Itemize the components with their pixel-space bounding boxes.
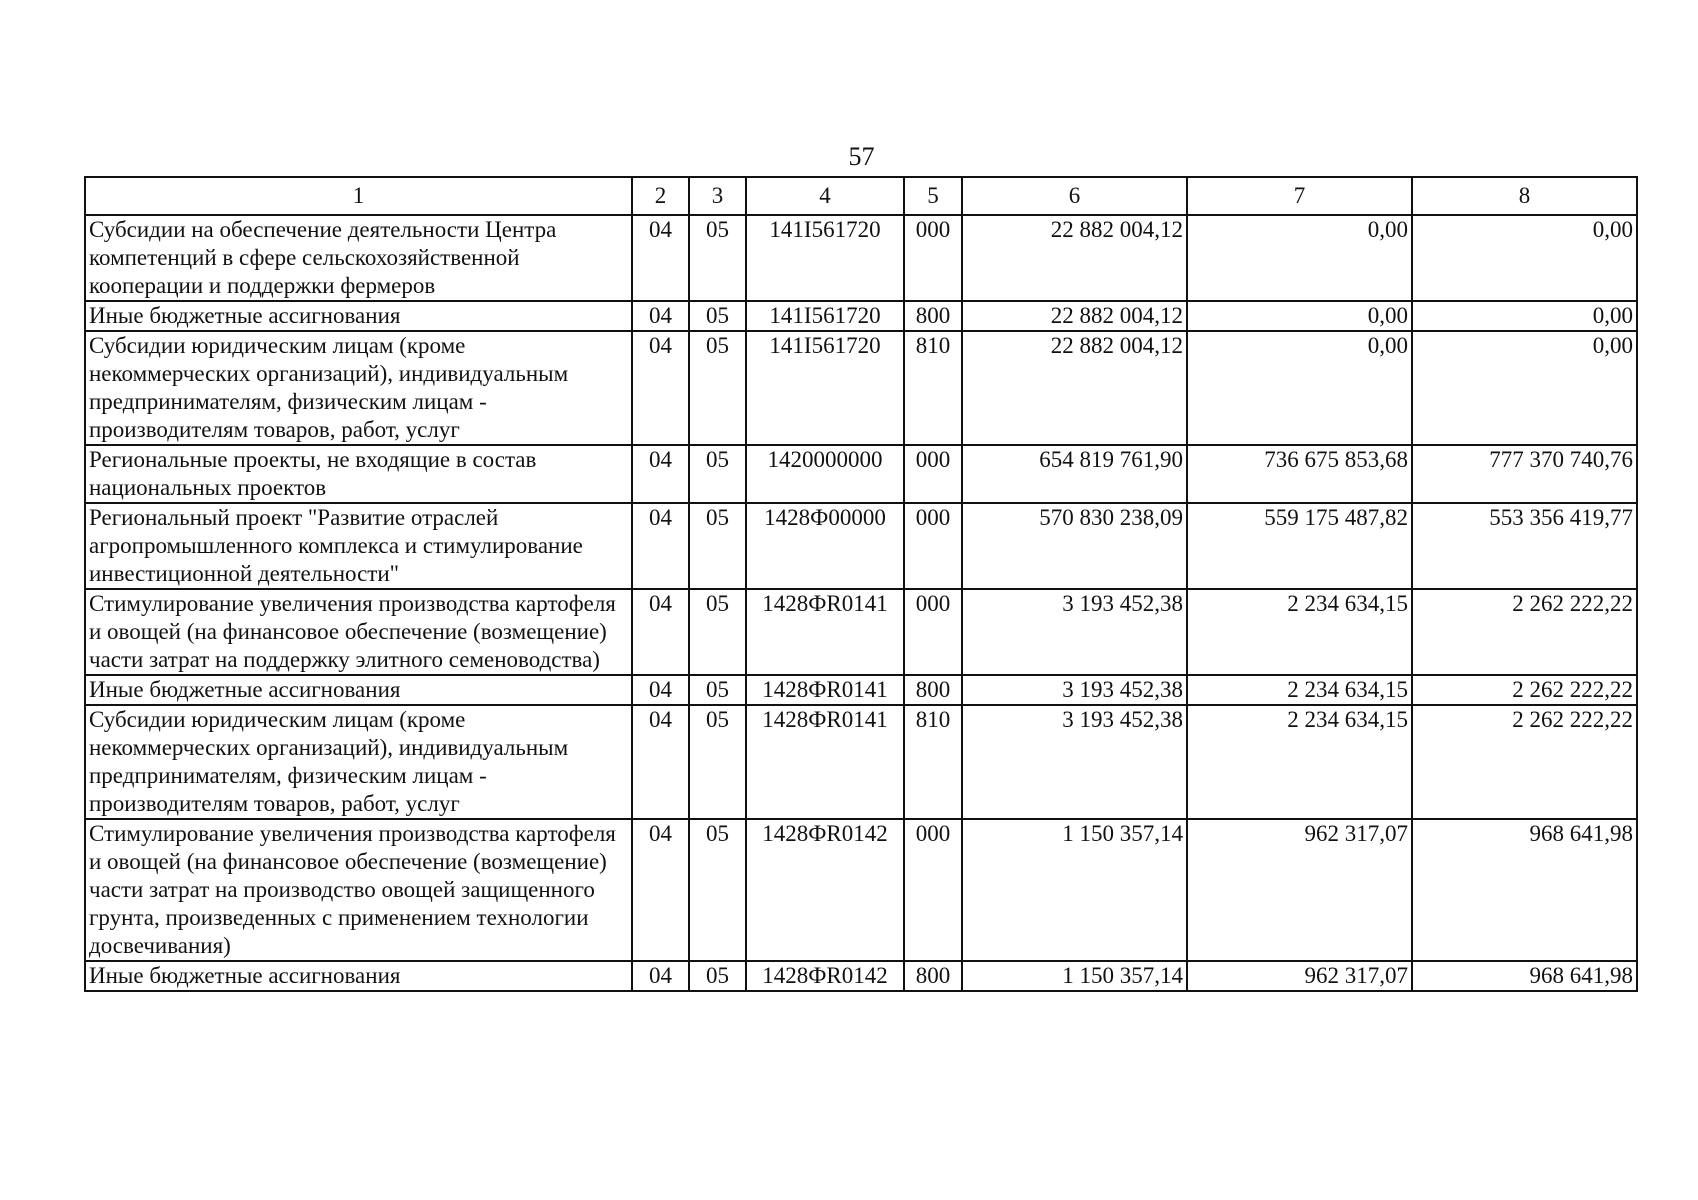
amount-col6: 570 830 238,09 (962, 503, 1187, 589)
row-name: Субсидии юридическим лицам (кроме некоммерческих организаций), индивидуальным предпринимателям, физическим лицам - производителям товаров, работ, услуг (85, 331, 632, 445)
subsection-code: 05 (689, 589, 746, 675)
column-header: 4 (746, 177, 904, 215)
amount-col7: 2 234 634,15 (1187, 589, 1412, 675)
subsection-code: 05 (689, 819, 746, 961)
section-code: 04 (632, 961, 689, 991)
expense-type-code: 000 (904, 445, 962, 503)
amount-col7: 736 675 853,68 (1187, 445, 1412, 503)
subsection-code: 05 (689, 301, 746, 331)
amount-col6: 1 150 357,14 (962, 819, 1187, 961)
amount-col7: 0,00 (1187, 301, 1412, 331)
target-article-code: 141I561720 (746, 331, 904, 445)
budget-table (84, 176, 1638, 992)
row-name: Стимулирование увеличения производства картофеля и овощей (на финансовое обеспечение (возмещение) части затрат на поддержку элитного семеноводства) (85, 589, 632, 675)
row-name: Иные бюджетные ассигнования (85, 961, 632, 991)
amount-col8: 968 641,98 (1412, 961, 1637, 991)
subsection-code: 05 (689, 961, 746, 991)
table-row (85, 675, 1637, 705)
section-code: 04 (632, 331, 689, 445)
section-code: 04 (632, 301, 689, 331)
table-row (85, 705, 1637, 819)
row-name: Субсидии юридическим лицам (кроме некоммерческих организаций), индивидуальным предпринимателям, физическим лицам - производителям товаров, работ, услуг (85, 705, 632, 819)
target-article-code: 141I561720 (746, 301, 904, 331)
column-header: 7 (1187, 177, 1412, 215)
row-name: Региональный проект "Развитие отраслей агропромышленного комплекса и стимулирование инвестиционной деятельности" (85, 503, 632, 589)
target-article-code: 1428Ф00000 (746, 503, 904, 589)
row-name: Региональные проекты, не входящие в состав национальных проектов (85, 445, 632, 503)
column-header: 6 (962, 177, 1187, 215)
section-code: 04 (632, 705, 689, 819)
expense-type-code: 800 (904, 301, 962, 331)
row-name: Иные бюджетные ассигнования (85, 301, 632, 331)
subsection-code: 05 (689, 705, 746, 819)
expense-type-code: 810 (904, 331, 962, 445)
target-article-code: 1428ФR0142 (746, 819, 904, 961)
target-article-code: 1428ФR0141 (746, 675, 904, 705)
amount-col6: 22 882 004,12 (962, 301, 1187, 331)
target-article-code: 1428ФR0142 (746, 961, 904, 991)
section-code: 04 (632, 445, 689, 503)
expense-type-code: 800 (904, 675, 962, 705)
column-header: 5 (904, 177, 962, 215)
amount-col6: 22 882 004,12 (962, 331, 1187, 445)
expense-type-code: 000 (904, 503, 962, 589)
amount-col8: 968 641,98 (1412, 819, 1637, 961)
expense-type-code: 000 (904, 819, 962, 961)
column-header: 8 (1412, 177, 1637, 215)
row-name: Стимулирование увеличения производства картофеля и овощей (на финансовое обеспечение (возмещение) части затрат на производство овощей защищенного грунта, произведенных с применением технологии досвечивания) (85, 819, 632, 961)
column-header: 1 (85, 177, 632, 215)
subsection-code: 05 (689, 215, 746, 301)
amount-col7: 2 234 634,15 (1187, 705, 1412, 819)
subsection-code: 05 (689, 503, 746, 589)
amount-col7: 0,00 (1187, 331, 1412, 445)
section-code: 04 (632, 589, 689, 675)
amount-col8: 0,00 (1412, 215, 1637, 301)
expense-type-code: 000 (904, 589, 962, 675)
table-row (85, 215, 1637, 301)
amount-col6: 3 193 452,38 (962, 675, 1187, 705)
expense-type-code: 000 (904, 215, 962, 301)
amount-col7: 559 175 487,82 (1187, 503, 1412, 589)
amount-col7: 962 317,07 (1187, 819, 1412, 961)
target-article-code: 1420000000 (746, 445, 904, 503)
amount-col7: 962 317,07 (1187, 961, 1412, 991)
subsection-code: 05 (689, 331, 746, 445)
expense-type-code: 800 (904, 961, 962, 991)
amount-col8: 777 370 740,76 (1412, 445, 1637, 503)
table-row (85, 819, 1637, 961)
section-code: 04 (632, 819, 689, 961)
row-name: Иные бюджетные ассигнования (85, 675, 632, 705)
column-header: 3 (689, 177, 746, 215)
amount-col6: 1 150 357,14 (962, 961, 1187, 991)
amount-col8: 0,00 (1412, 301, 1637, 331)
table-row (85, 589, 1637, 675)
amount-col8: 2 262 222,22 (1412, 705, 1637, 819)
amount-col8: 0,00 (1412, 331, 1637, 445)
target-article-code: 141I561720 (746, 215, 904, 301)
section-code: 04 (632, 675, 689, 705)
header-row (85, 177, 1637, 215)
target-article-code: 1428ФR0141 (746, 589, 904, 675)
table-row (85, 331, 1637, 445)
amount-col6: 3 193 452,38 (962, 589, 1187, 675)
table-row (85, 301, 1637, 331)
amount-col8: 2 262 222,22 (1412, 675, 1637, 705)
amount-col8: 2 262 222,22 (1412, 589, 1637, 675)
expense-type-code: 810 (904, 705, 962, 819)
page-number: 57 (848, 142, 875, 171)
amount-col6: 3 193 452,38 (962, 705, 1187, 819)
column-header: 2 (632, 177, 689, 215)
subsection-code: 05 (689, 445, 746, 503)
subsection-code: 05 (689, 675, 746, 705)
table-row (85, 961, 1637, 991)
section-code: 04 (632, 503, 689, 589)
amount-col7: 2 234 634,15 (1187, 675, 1412, 705)
table-row (85, 445, 1637, 503)
amount-col8: 553 356 419,77 (1412, 503, 1637, 589)
amount-col6: 22 882 004,12 (962, 215, 1187, 301)
section-code: 04 (632, 215, 689, 301)
table-row (85, 503, 1637, 589)
amount-col7: 0,00 (1187, 215, 1412, 301)
target-article-code: 1428ФR0141 (746, 705, 904, 819)
row-name: Субсидии на обеспечение деятельности Центра компетенций в сфере сельскохозяйственной кооперации и поддержки фермеров (85, 215, 632, 301)
amount-col6: 654 819 761,90 (962, 445, 1187, 503)
